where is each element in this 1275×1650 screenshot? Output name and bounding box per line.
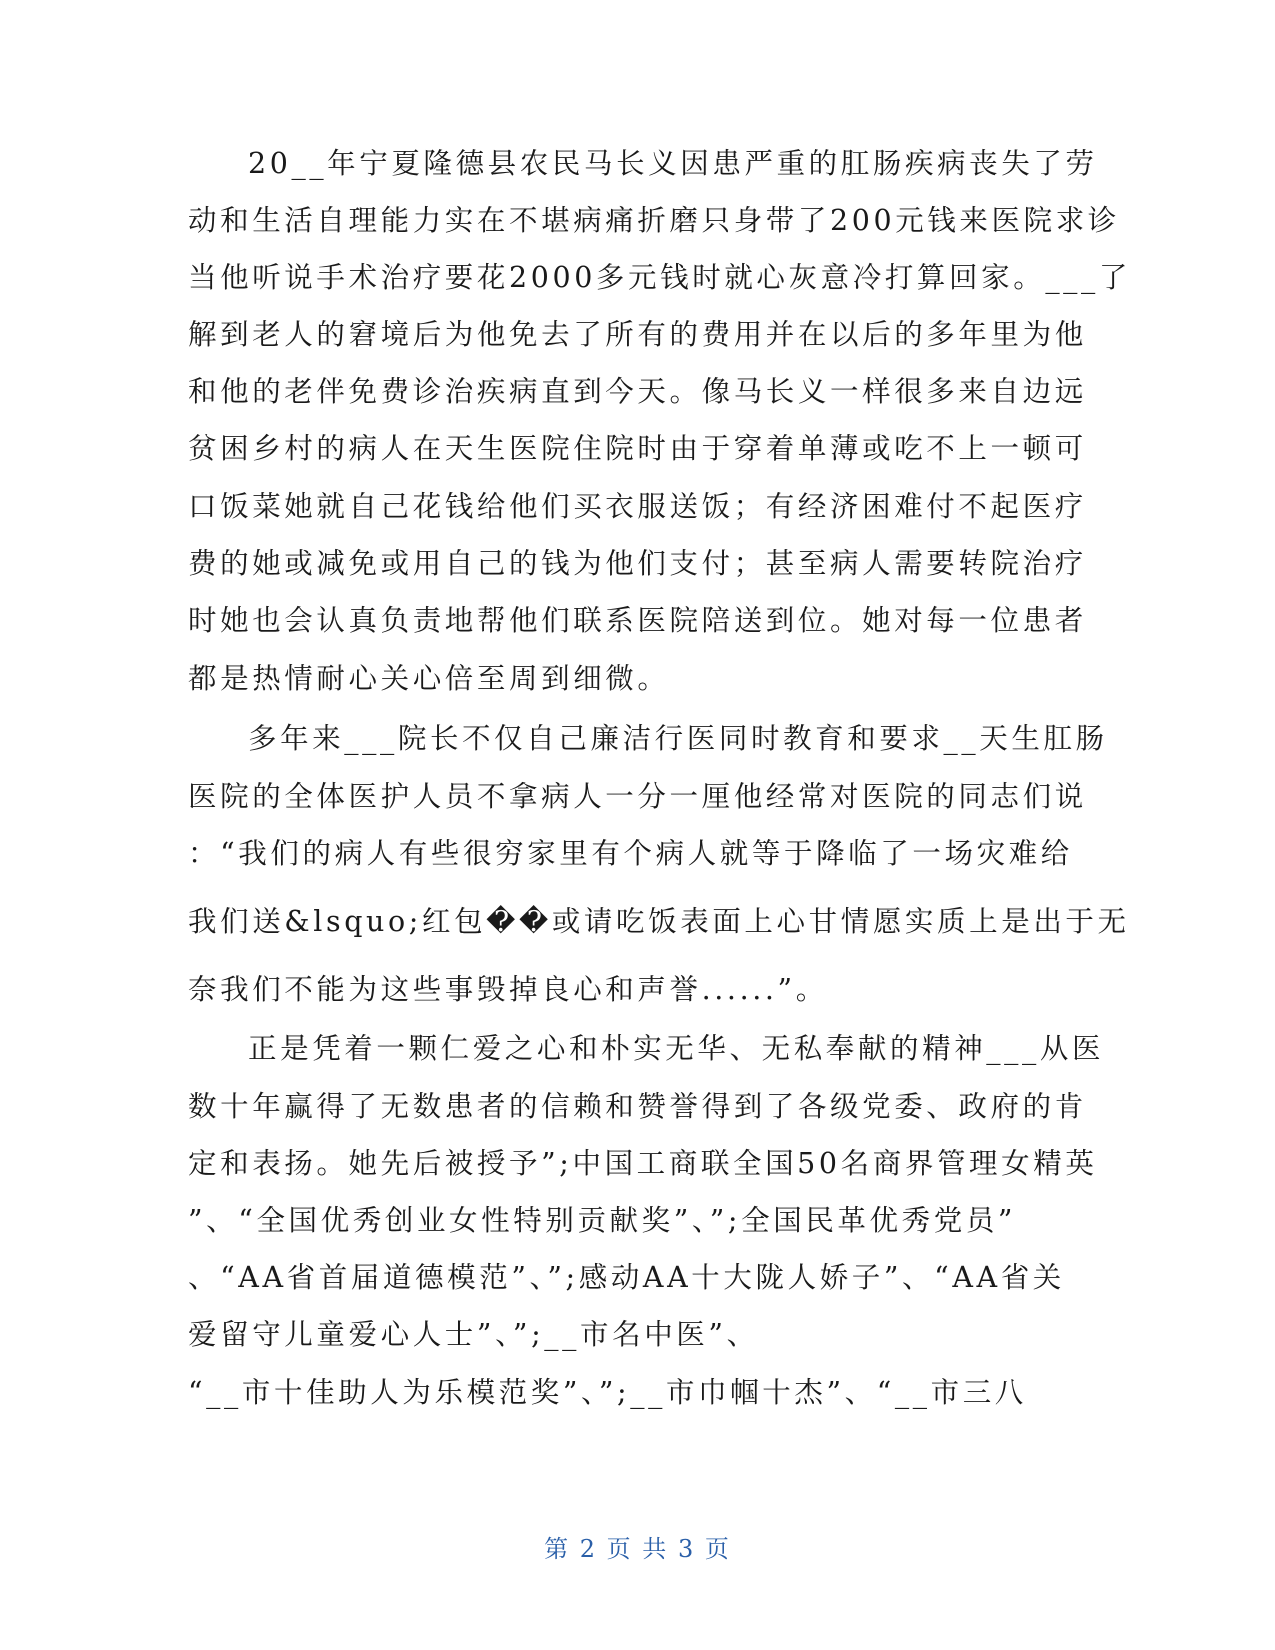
- text-line: 正是凭着一颗仁爱之心和朴实无华、无私奉献的精神___从医: [248, 1032, 1105, 1065]
- page-number-footer: [0, 1529, 1275, 1564]
- text-line: 时她也会认真负责地帮他们联系医院陪送到位。她对每一位患者: [188, 604, 1087, 637]
- text-line: 多年来___院长不仅自己廉洁行医同时教育和要求__天生肛肠: [248, 722, 1108, 755]
- text-line: 贫困乡村的病人在天生医院住院时由于穿着单薄或吃不上一顿可: [188, 432, 1087, 465]
- page-total: 3: [677, 1535, 696, 1563]
- text-line: 我们送&lsquo;红包��或请吃饭表面上心甘情愿实质上是出于无: [188, 905, 1130, 938]
- text-line: 口饭菜她就自己花钱给他们买衣服送饭；有经济困难付不起医疗: [188, 490, 1087, 523]
- text-line: 奈我们不能为这些事毁掉良心和声誉......”。: [188, 973, 828, 1006]
- text-line: 都是热情耐心关心倍至周到细微。: [188, 662, 670, 695]
- text-line: 、“AA省首届道德模范”、”;感动AA十大陇人娇子”、“AA省关: [188, 1261, 1065, 1294]
- page-mid: 页 共: [606, 1535, 669, 1563]
- text-line: 爱留守儿童爱心人士”、”;__市名中医”、: [188, 1318, 759, 1351]
- text-line: 费的她或减免或用自己的钱为他们支付；甚至病人需要转院治疗: [188, 547, 1087, 580]
- text-line: 20__年宁夏隆德县农民马长义因患严重的肛肠疾病丧失了劳: [248, 147, 1098, 180]
- text-line: ”、“全国优秀创业女性特别贡献奖”、”;全国民革优秀党员”: [188, 1204, 1017, 1237]
- text-line: ：“我们的病人有些很穷家里有个病人就等于降临了一场灾难给: [188, 837, 1073, 870]
- text-line: 定和表扬。她先后被授予”;中国工商联全国50名商界管理女精英: [188, 1147, 1098, 1180]
- text-line: 数十年赢得了无数患者的信赖和赞誉得到了各级党委、政府的肯: [188, 1090, 1087, 1123]
- page-current: 2: [579, 1535, 598, 1563]
- text-line: 和他的老伴免费诊治疾病直到今天。像马长义一样很多来自边远: [188, 375, 1087, 408]
- text-line: 医院的全体医护人员不拿病人一分一厘他经常对医院的同志们说: [188, 780, 1087, 813]
- text-line: 当他听说手术治疗要花2000多元钱时就心灰意冷打算回家。___了: [188, 261, 1131, 294]
- text-line: “__市十佳助人为乐模范奖”、”;__市巾帼十杰”、“__市三八: [188, 1376, 1027, 1409]
- page-prefix: 第: [544, 1535, 571, 1563]
- page-suffix: 页: [704, 1535, 731, 1563]
- text-line: 解到老人的窘境后为他免去了所有的费用并在以后的多年里为他: [188, 318, 1087, 351]
- text-line: 动和生活自理能力实在不堪病痛折磨只身带了200元钱来医院求诊: [188, 204, 1120, 237]
